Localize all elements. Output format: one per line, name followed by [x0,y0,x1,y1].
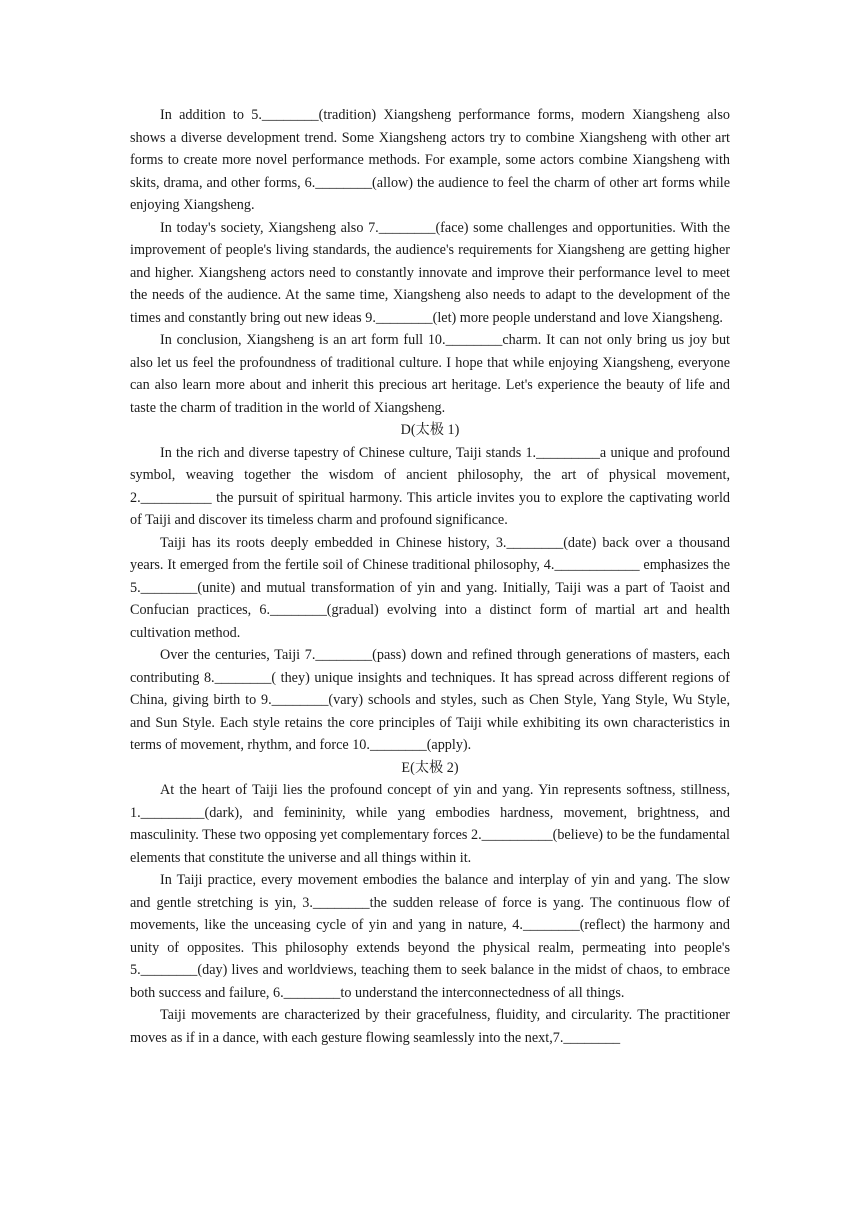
document-page [130,104,730,1049]
paragraph: Taiji has its roots deeply embedded in Chinese history, 3.________(date) back over a thousand years. It emerged from the fertile soil of Chinese traditional philosophy, 4.____________ emphasizes the 5.________(unite) and mutual transformation of yin and yang. Initially, Taiji was a part of Taoist and Confucian practices, 6.________(gradual) evolving into a distinct form of martial art and health cultivation method. [130,534,730,641]
section-heading-d: D(太极 1) [400,422,460,438]
paragraph: In addition to 5.________(tradition) Xiangsheng performance forms, modern Xiangsheng also shows a diverse development trend. Some Xiangsheng actors try to combine Xiangsheng with other art forms to create more novel performance methods. For example, some actors combine Xiangsheng with skits, drama, and other forms, 6.________(allow) the audience to feel the charm of other art forms while enjoying Xiangsheng. [130,107,730,213]
paragraph: In the rich and diverse tapestry of Chinese culture, Taiji stands 1._________a unique and profound symbol, weaving together the wisdom of ancient philosophy, the art of physical movement, 2.__________ the pursuit of spiritual harmony. This article invites you to explore the captivating world of Taiji and discover its timeless charm and profound significance. [130,444,730,528]
paragraph: Taiji movements are characterized by their gracefulness, fluidity, and circularity. The practitioner moves as if in a dance, with each gesture flowing seamlessly into the next,7.________ [130,1007,730,1046]
paragraph: In today's society, Xiangsheng also 7.________(face) some challenges and opportunities. With the improvement of people's living standards, the audience's requirements for Xiangsheng are getting higher and higher. Xiangsheng actors need to constantly innovate and improve their performance level to meet the needs of the audience. At the same time, Xiangsheng also needs to adapt to the development of the times and constantly bring out new ideas 9.________(let) more people understand and love Xiangsheng. [130,219,730,326]
section-heading-e: E(太极 2) [401,759,459,776]
paragraph: Over the centuries, Taiji 7.________(pass) down and refined through generations of masters, each contributing 8.________( they) unique insights and techniques. It has spread across different regions of China, giving birth to 9.________(vary) schools and styles, such as Chen Style, Yang Style, Wu Style, and Sun Style. Each style retains the core principles of Taiji while exhibiting its own characteristics in terms of movement, rhythm, and force 10.________(apply). [130,647,730,753]
paragraph: In Taiji practice, every movement embodies the balance and interplay of yin and yang. The slow and gentle stretching is yin, 3.________the sudden release of force is yang. The continuous flow of movements, like the unceasing cycle of yin and yang in nature, 4.________(reflect) the harmony and unity of opposites. This philosophy extends beyond the physical realm, permeating into people's 5.________(day) lives and worldviews, teaching them to seek balance in the midst of chaos, to embrace both success and failure, 6.________to understand the interconnectedness of all things. [130,872,730,1001]
paragraph: In conclusion, Xiangsheng is an art form full 10.________charm. It can not only bring us joy but also let us feel the profoundness of traditional culture. I hope that while enjoying Xiangsheng, everyone can also learn more about and inherit this precious art heritage. Let's experience the beauty of life and taste the charm of tradition in the world of Xiangsheng. [130,332,730,416]
paragraph: At the heart of Taiji lies the profound concept of yin and yang. Yin represents softness, stillness, 1._________(dark), and femininity, while yang embodies hardness, movement, brightness, and masculinity. These two opposing yet complementary forces 2.__________(believe) to be the fundamental elements that constitute the universe and all things within it. [130,782,730,866]
